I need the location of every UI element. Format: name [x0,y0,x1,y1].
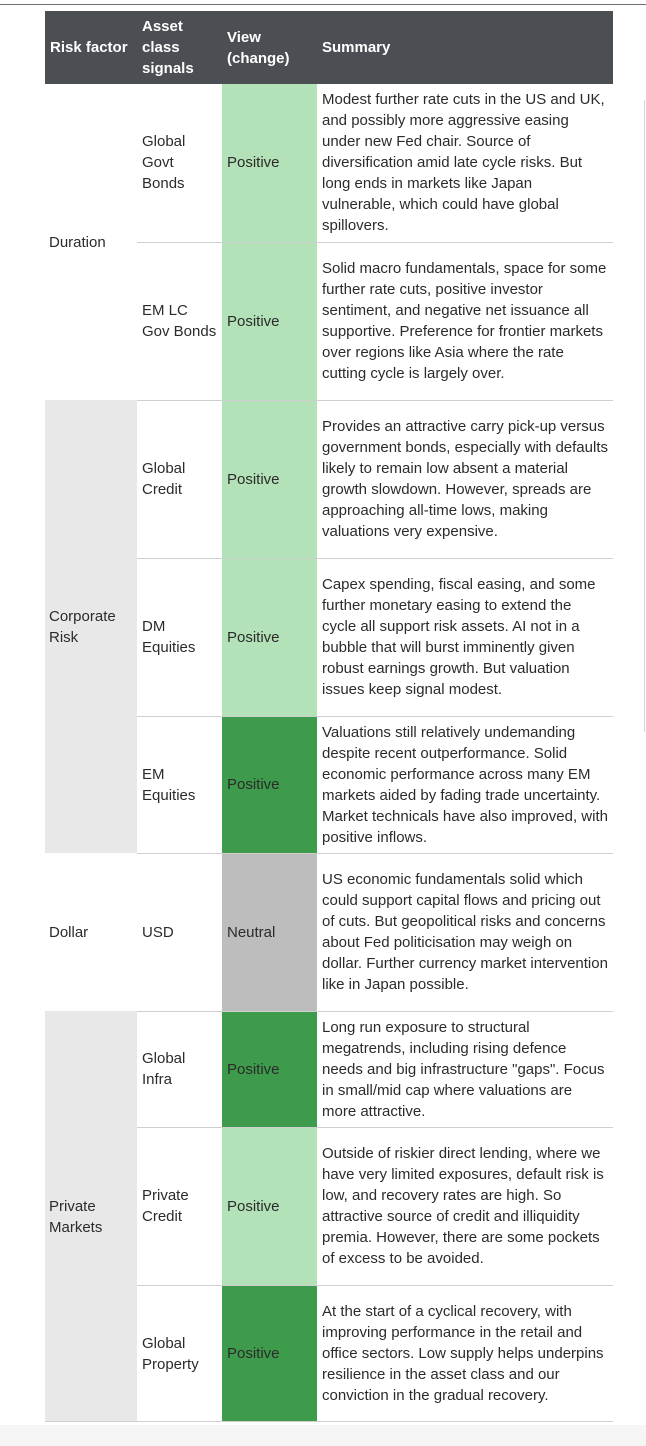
view-cell: Positive [222,84,317,242]
view-cell: Positive [222,716,317,853]
asset-class-cell: Global Property [137,1285,222,1422]
asset-class-cell: Private Credit [137,1127,222,1285]
summary-cell: Capex spending, fiscal easing, and some further monetary easing to extend the cycle all support risk assets. AI not in a bubble that will burst imminently given robust earnings growth. But valuation issues keep signal modest. [317,558,613,716]
header-view: View (change) [222,11,317,84]
view-cell: Positive [222,1285,317,1422]
asset-class-cell: EM Equities [137,716,222,853]
summary-cell: Provides an attractive carry pick-up versus government bonds, especially with defaults likely to remain low absent a material growth slowdown. However, spreads are approaching all-time lows, making valuations very expensive. [317,400,613,558]
view-cell: Positive [222,558,317,716]
risk-factor-dollar: Dollar [45,853,137,1011]
table-header-row [45,11,613,84]
view-cell: Positive [222,1127,317,1285]
asset-class-cell: Global Govt Bonds [137,84,222,242]
risk-factor-corporate-risk: Corporate Risk [45,400,137,853]
summary-cell: Solid macro fundamentals, space for some further rate cuts, positive investor sentiment, and negative net issuance all supportive. Preference for frontier markets over regions like Asia where the rate cutting cycle is largely over. [317,242,613,400]
asset-class-cell: Global Infra [137,1011,222,1127]
risk-factor-private-markets: Private Markets [45,1011,137,1422]
summary-cell: Long run exposure to structural megatrends, including rising defence needs and big infrastructure "gaps". Focus in small/mid cap where valuations are more attractive. [317,1011,613,1127]
header-risk-factor: Risk factor [45,11,137,84]
asset-class-cell: USD [137,853,222,1011]
risk-factor-duration: Duration [45,84,137,400]
summary-cell: US economic fundamentals solid which could support capital flows and pricing out of cuts. But geopolitical risks and concerns about Fed politicisation may weigh on dollar. Further currency market intervention like in Japan possible. [317,853,613,1011]
table-bottom-rule [45,1421,613,1422]
header-asset-class: Asset class signals [137,11,222,84]
summary-cell: Outside of riskier direct lending, where we have very limited exposures, default risk is low, and recovery rates are high. So attractive source of credit and illiquidity premia. However, there are some pockets of excess to be avoided. [317,1127,613,1285]
page-footer-band [0,1425,646,1446]
asset-class-cell: Global Credit [137,400,222,558]
summary-cell: Valuations still relatively undemanding despite recent outperformance. Solid economic performance across many EM markets aided by fading trade uncertainty. Market technicals have also improved, with positive inflows. [317,716,613,853]
top-rule [0,4,646,5]
asset-signals-table [45,11,613,1422]
table-row [45,1011,613,1127]
view-cell: Positive [222,400,317,558]
asset-class-cell: DM Equities [137,558,222,716]
summary-cell: At the start of a cyclical recovery, with improving performance in the retail and office sectors. Low supply helps underpins resilience in the asset class and our conviction in the gradual recovery. [317,1285,613,1422]
header-summary: Summary [317,11,613,84]
table-row [45,853,613,1011]
table-row [45,400,613,558]
view-cell: Positive [222,242,317,400]
view-cell: Neutral [222,853,317,1011]
view-cell: Positive [222,1011,317,1127]
table-row [45,84,613,242]
page-edge-line [644,100,645,732]
asset-class-cell: EM LC Gov Bonds [137,242,222,400]
summary-cell: Modest further rate cuts in the US and UK, and possibly more aggressive easing under new Fed chair. Source of diversification amid late cycle risks. But long ends in markets like Japan vulnerable, which could have global spillovers. [317,84,613,242]
